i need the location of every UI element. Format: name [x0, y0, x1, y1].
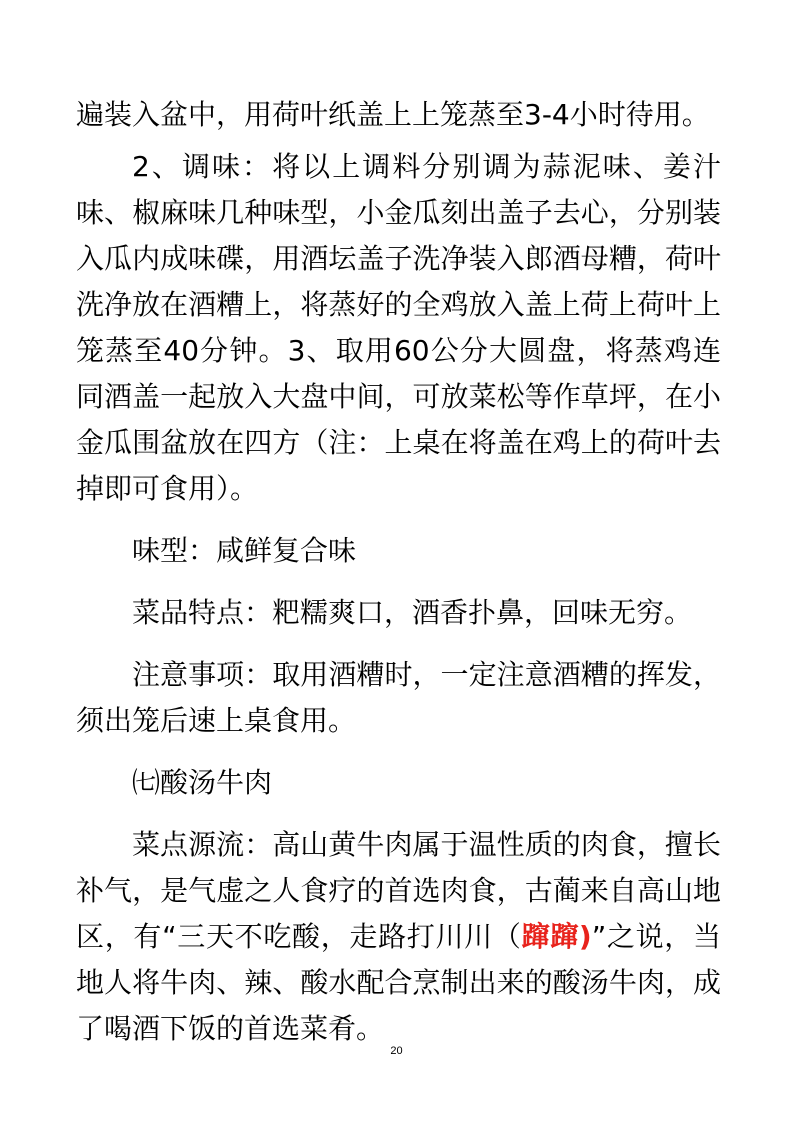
paragraph-precautions: 注意事项：取用酒糟时，一定注意酒糟的挥发，须出笼后速上桌食用。 [76, 658, 721, 737]
document-body [76, 92, 721, 1052]
section-heading-sour-soup-beef: ㈦酸汤牛肉 [132, 766, 273, 799]
paragraph-dish-features: 菜品特点：粑糯爽口，酒香扑鼻，回味无穷。 [132, 596, 693, 629]
origin-text-start: 菜点源流：高山黄牛肉属于温性质的肉食，擅长补气，是气虚之人食疗的首选肉食，古蔺来自高山地区，有“三天不吃酸，走路打川川（ [76, 828, 721, 953]
paragraph-steaming-continued: 遍装入盆中，用荷叶纸盖上上笼蒸至3-4小时待用。 [76, 98, 710, 131]
origin-text-end: ”之说，当地人将牛肉、辣、酸水配合烹制出来的酸汤牛肉，成了喝酒下饭的首选菜肴。 [76, 920, 721, 1045]
paragraph-dish-origin [76, 822, 721, 1052]
paragraph-seasoning-steps: 2、调味：将以上调料分别调为蒜泥味、姜汁味、椒麻味几种味型，小金瓜刻出盖子去心，分别装入瓜内成味碟，用酒坛盖子洗净装入郎酒母糟，荷叶洗净放在酒糟上，将蒸好的全鸡放入盖上荷上荷叶上笼蒸至40分钟。3、取用60公分大圆盘，将蒸鸡连同酒盖一起放入大盘中间，可放菜松等作草坪，在小金瓜围盆放在四方（注：上桌在将盖在鸡上的荷叶去掉即可食用）。 [76, 150, 721, 505]
paragraph-flavor-type: 味型：咸鲜复合味 [132, 534, 357, 567]
highlighted-dialect-word: 蹿蹿) [521, 920, 592, 953]
page-number: 20 [390, 1045, 403, 1057]
